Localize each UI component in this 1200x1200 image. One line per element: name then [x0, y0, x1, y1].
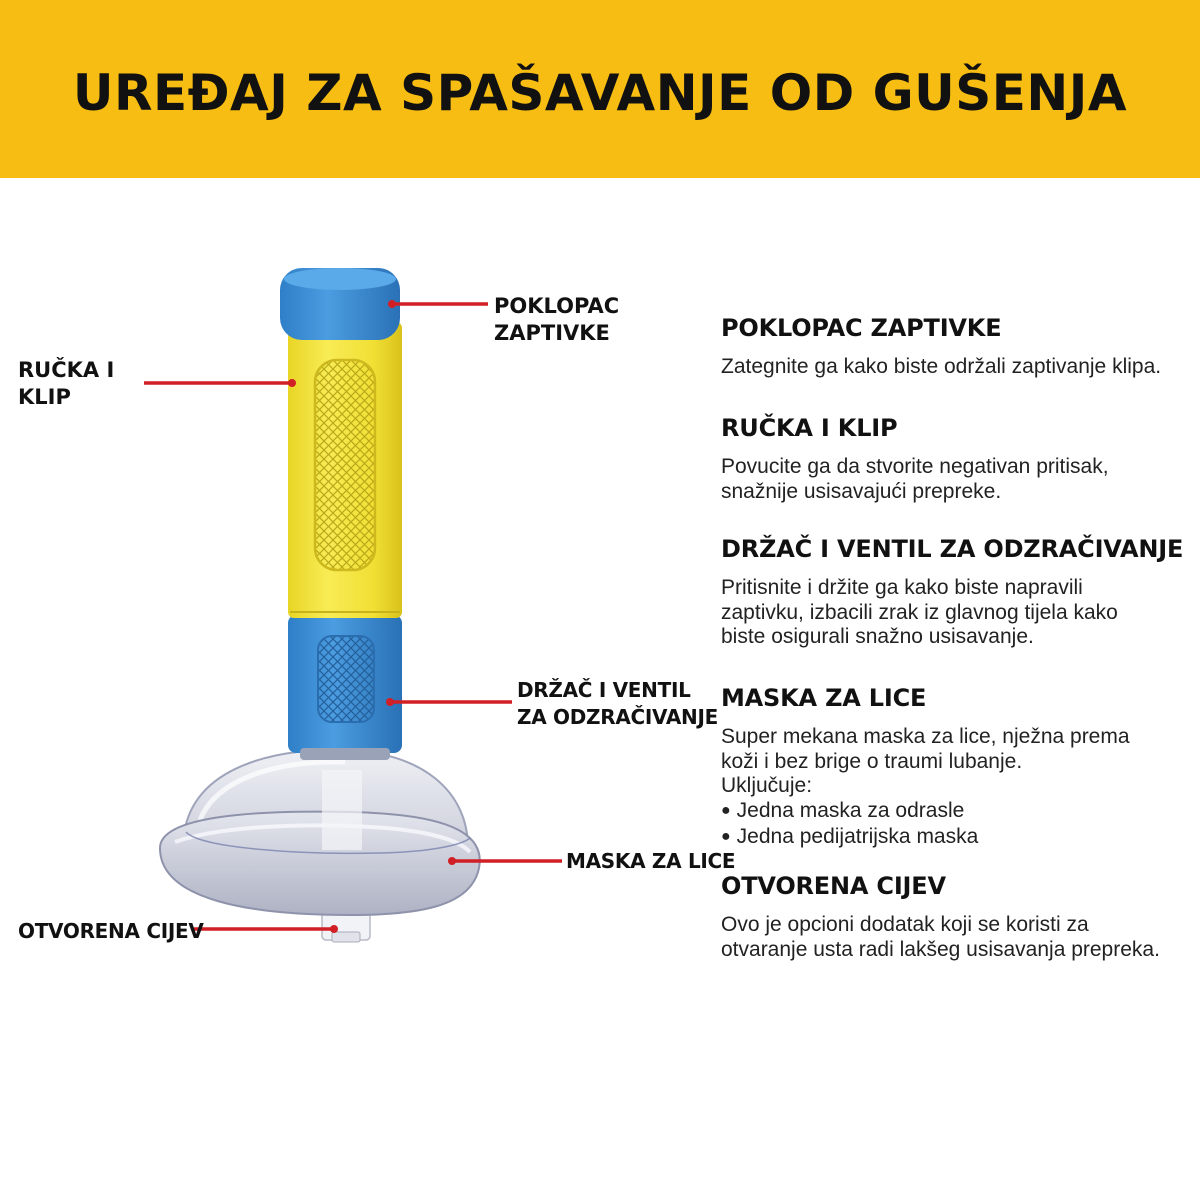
seal-cap-part [280, 268, 400, 340]
callout-handle-piston: RUČKA I KLIP [18, 358, 115, 409]
face-mask-part [160, 750, 480, 915]
holder-valve-part [288, 615, 402, 760]
section-heading: RUČKA I KLIP [721, 414, 898, 442]
section-heading: POKLOPAC ZAPTIVKE [721, 314, 1002, 342]
section-text: snažnije usisavajući prepreke. [721, 479, 1002, 503]
section-heading: MASKA ZA LICE [721, 684, 927, 712]
section-text: koži i bez brige o traumi lubanje. [721, 749, 1023, 773]
callout-face-mask: MASKA ZA LICE [566, 849, 736, 873]
section-seal-cap [721, 313, 1200, 413]
section-text: Povucite ga da stvorite negativan pritisak, [721, 455, 1109, 478]
description-panel [721, 313, 1200, 962]
section-face-mask [721, 683, 1200, 871]
handle-piston-part [288, 322, 402, 618]
section-text: Zategnite ga kako biste održali zaptivanje klipa. [721, 355, 1162, 378]
section-text: Super mekana maska za lice, nježna prema [721, 725, 1130, 748]
section-handle-piston [721, 413, 1200, 534]
page-title: UREĐAJ ZA SPAŠAVANJE OD GUŠENJA [72, 64, 1128, 122]
callout-holder-valve: DRŽAČ I VENTIL ZA ODZRAČIVANJE [517, 678, 718, 729]
section-text: zaptivku, izbacili zrak iz glavnog tijela kako [721, 600, 1118, 624]
section-holder-valve [721, 534, 1200, 683]
section-text: biste osigurali snažno usisavanje. [721, 625, 1034, 648]
list-item: ● Jedna pedijatrijska maska [721, 825, 1200, 852]
section-open-tube [721, 871, 1200, 962]
callout-seal-cap: POKLOPAC ZAPTIVKE [494, 294, 620, 345]
included-items-list [721, 799, 1200, 852]
section-heading: OTVORENA CIJEV [721, 872, 946, 900]
list-item: ● Jedna maska za odrasle [721, 799, 1200, 826]
title-banner [0, 0, 1200, 178]
section-text: otvaranje usta radi lakšeg usisavanja prepreka. [721, 937, 1160, 961]
section-text: Ovo je opcioni dodatak koji se koristi za [721, 913, 1089, 936]
section-text: Uključuje: [721, 774, 813, 797]
callout-open-tube: OTVORENA CIJEV [18, 919, 204, 943]
section-heading: DRŽAČ I VENTIL ZA ODZRAČIVANJE [721, 535, 1184, 563]
section-text: Pritisnite i držite ga kako biste napravili [721, 576, 1083, 599]
